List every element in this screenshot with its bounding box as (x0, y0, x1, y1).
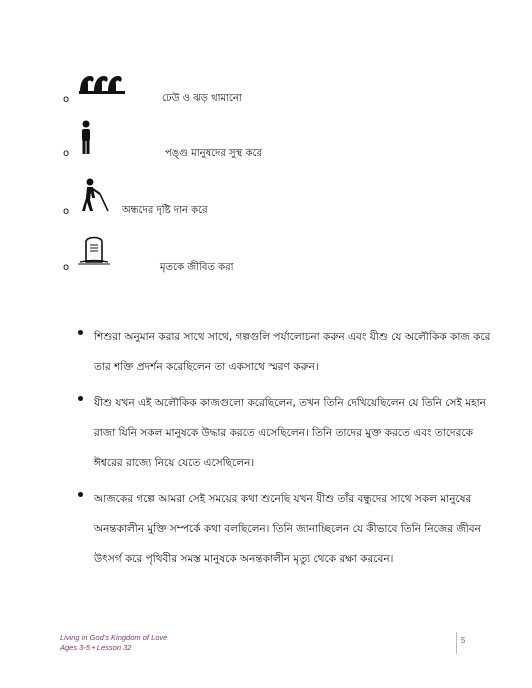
footer-divider (456, 632, 457, 654)
paragraph-line: অনন্তকালীন মুক্তি সম্পর্কে কথা বলছিলেন। তিনি জানাচ্ছিলেন যে কীভাবে তিনি নিজের জীবন (94, 523, 481, 535)
page-number: 5 (461, 636, 466, 645)
blind-person-cane-icon (80, 178, 110, 212)
paragraph-line: আজকের গল্পে আমরা সেই সময়ের কথা শুনেছি যখন যীশু তাঁর বন্ধুদের সাথে সকল মানুষের (94, 493, 472, 505)
paragraph-line: উৎসর্গ করে পৃথিবীর সমস্ত মানুষকে অনন্তকালীন মৃত্যু থেকে রক্ষা করবেন। (94, 553, 394, 565)
list-marker: o (63, 148, 70, 159)
list-marker: o (63, 262, 70, 273)
paragraph-line: রাজা যিনি সকল মানুষকে উদ্ধার করতে এসেছিলেন। তিনি তাদের মুক্ত করতে এবং তাদেরকে (94, 427, 473, 439)
list-item (78, 484, 481, 574)
miracle-label: অন্ধদের দৃষ্টি দান করে (122, 205, 208, 216)
miracle-row-waves (0, 72, 532, 112)
discussion-list (78, 322, 491, 580)
footer-title: Living in God's Kingdom of Love (60, 633, 168, 642)
paragraph-line: যীশু যখন এই অলৌকিক কাজগুলো করেছিলেন, তখন তিনি দেখিয়েছিলেন যে তিনি সেই মহান (94, 397, 486, 409)
paragraph-line: ঈশ্বরের রাজ্যে নিয়ে যেতে এসেছিলেন। (94, 457, 255, 469)
list-item (78, 388, 486, 478)
bullet-dot-icon (78, 396, 83, 401)
miracle-row-tombstone (0, 232, 532, 272)
miracle-label: পঙ্গু মানুষদের সুস্থ করে (165, 148, 262, 159)
miracle-row-walking (0, 120, 532, 160)
miracle-label: ঢেউ ও ঝড় থামানো (162, 93, 242, 104)
miracle-label: মৃতকে জীবিত করা (160, 262, 234, 273)
bullet-dot-icon (78, 492, 83, 497)
miracle-row-blind (0, 178, 532, 218)
bullet-dot-icon (78, 330, 83, 335)
footer-subtitle: Ages 3-5 • Lesson 32 (60, 643, 132, 652)
footer-course-info (60, 633, 167, 653)
list-marker: o (63, 206, 70, 217)
list-item (78, 322, 491, 382)
waves-icon (78, 72, 126, 94)
walking-person-icon (78, 120, 94, 156)
tombstone-icon (76, 232, 112, 268)
paragraph-line: তার শক্তি প্রদর্শন করেছিলেন তা একসাথে স্মরণ করুন। (94, 361, 319, 373)
paragraph-line: শিশুরা অনুমান করার সাথে সাথে, গল্পগুলি পর্যালোচনা করুন এবং যীশু যে অলৌকিক কাজ করে (94, 331, 491, 343)
list-marker: o (63, 94, 70, 105)
